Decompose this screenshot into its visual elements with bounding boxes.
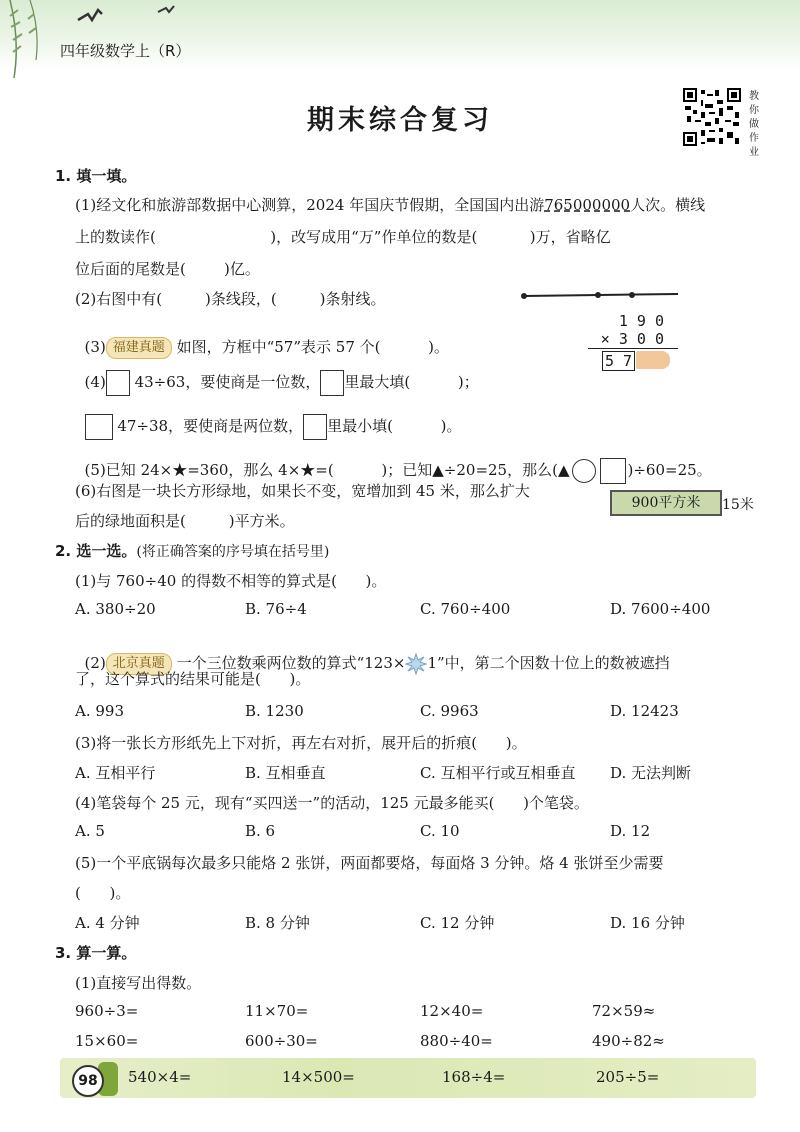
calc-item: 72×59≈ bbox=[592, 1002, 656, 1020]
s2-q2-option-b[interactable]: B. 1230 bbox=[245, 702, 304, 720]
calc-item: 540×4= bbox=[128, 1068, 192, 1086]
s2-q3-option-c[interactable]: C. 互相平行或互相垂直 bbox=[420, 764, 576, 782]
section-3-title: 3. 算一算。 bbox=[55, 944, 137, 962]
book-title: 四年级数学上（R） bbox=[60, 42, 191, 60]
blank-box[interactable] bbox=[85, 414, 113, 440]
multiplication-figure bbox=[588, 312, 678, 371]
page-number: 98 bbox=[72, 1065, 104, 1097]
blank-circle[interactable] bbox=[572, 459, 596, 483]
s1-q1-line1 bbox=[75, 194, 705, 215]
s2-q5-line2: ( )。 bbox=[75, 884, 131, 902]
section-2-title bbox=[55, 540, 329, 561]
s2-q4-option-a[interactable]: A. 5 bbox=[75, 822, 105, 840]
rectangle-width-label: 15米 bbox=[722, 497, 754, 513]
s2-q1-option-d[interactable]: D. 7600÷400 bbox=[610, 600, 711, 618]
calc-item: 12×40= bbox=[420, 1002, 484, 1020]
beijing-tag: 北京真题 bbox=[106, 653, 172, 675]
s2-q5-option-c[interactable]: C. 12 分钟 bbox=[420, 914, 495, 932]
s1-q1-number: 765000000 bbox=[544, 196, 631, 214]
s2-q1-option-c[interactable]: C. 760÷400 bbox=[420, 600, 511, 618]
s2-q2-line2: 了，这个算式的结果可能是( )。 bbox=[75, 670, 311, 688]
s2-q3: (3)将一张长方形纸先上下对折，再左右对折，展开后的折痕( )。 bbox=[75, 734, 527, 752]
s1-q1-line3: 位后面的尾数是( )亿。 bbox=[75, 260, 260, 278]
s2-q5-line1: (5)一个平底锅每次最多只能烙 2 张饼，两面都要烙，每面烙 3 分钟。烙 4 张饼至少需要 bbox=[75, 854, 664, 872]
s1-q5-text-b: )÷60=25。 bbox=[627, 461, 712, 479]
s2-q2-number: (2) bbox=[84, 654, 106, 672]
s1-q5 bbox=[75, 440, 712, 484]
s2-q4: (4)笔袋每个 25 元，现有“买四送一”的活动，125 元最多能买( )个笔袋。 bbox=[75, 794, 589, 812]
s1-q2: (2)右图中有( )条线段，( )条射线。 bbox=[75, 290, 386, 308]
line-segments-figure bbox=[520, 286, 682, 302]
s1-q5-text-a: (5)已知 24×★=360，那么 4×★=( )；已知▲÷20=25，那么(▲ bbox=[84, 461, 570, 479]
s1-q1-text-a: (1)经文化和旅游部数据中心测算，2024 年国庆节假期，全国国内出游 bbox=[75, 196, 545, 214]
hand-cover-icon bbox=[636, 351, 670, 369]
blank-box[interactable] bbox=[106, 370, 130, 396]
s2-q5-option-d[interactable]: D. 16 分钟 bbox=[610, 914, 685, 932]
section-2-instruction: (将正确答案的序号填在括号里) bbox=[136, 544, 330, 560]
s2-q2-option-a[interactable]: A. 993 bbox=[75, 702, 124, 720]
splash-cover-icon bbox=[405, 653, 427, 675]
calc-item: 880÷40= bbox=[420, 1032, 493, 1050]
mult-box-57: 5 7 bbox=[602, 351, 635, 371]
blank-box[interactable] bbox=[303, 414, 327, 440]
s2-q4-option-c[interactable]: C. 10 bbox=[420, 822, 460, 840]
s2-q2-text-b: 一个三位数乘两位数的算式“123× bbox=[176, 654, 406, 672]
s1-q4-text-d: 47÷38，要使商是两位数， bbox=[117, 417, 304, 435]
s1-q4-number: (4) bbox=[84, 373, 106, 391]
s2-q2-text-c: 1”中，第二个因数十位上的数被遮挡 bbox=[427, 654, 670, 672]
s1-q3-text: 如图，方框中“57”表示 57 个( )。 bbox=[176, 338, 450, 356]
s1-q1-line2: 上的数读作( )，改写成用“万”作单位的数是( )万，省略亿 bbox=[75, 228, 611, 246]
s2-q1: (1)与 760÷40 的得数不相等的算式是( )。 bbox=[75, 572, 387, 590]
section-1-title: 1. 填一填。 bbox=[55, 167, 137, 185]
s2-q2-option-c[interactable]: C. 9963 bbox=[420, 702, 479, 720]
s2-q5-option-a[interactable]: A. 4 分钟 bbox=[75, 914, 140, 932]
calc-item: 600÷30= bbox=[245, 1032, 318, 1050]
s2-q3-option-a[interactable]: A. 互相平行 bbox=[75, 764, 156, 782]
s1-q4-line1 bbox=[75, 352, 479, 396]
calc-item: 168÷4= bbox=[442, 1068, 506, 1086]
s2-q2-option-d[interactable]: D. 12423 bbox=[610, 702, 679, 720]
mult-row1: 1 9 0 bbox=[618, 312, 664, 330]
s1-q6-line2: 后的绿地面积是( )平方米。 bbox=[75, 512, 295, 530]
s1-q4-text-b: 43÷63，要使商是一位数， bbox=[134, 373, 321, 391]
s1-q3-number: (3) bbox=[84, 338, 106, 356]
page-title: 期末综合复习 bbox=[307, 105, 493, 136]
mult-row2: × 3 0 0 bbox=[588, 330, 678, 349]
s2-q3-option-b[interactable]: B. 互相垂直 bbox=[245, 764, 326, 782]
calc-item: 205÷5= bbox=[596, 1068, 660, 1086]
s3-q1: (1)直接写出得数。 bbox=[75, 974, 202, 992]
s2-q4-option-d[interactable]: D. 12 bbox=[610, 822, 651, 840]
calc-item: 15×60= bbox=[75, 1032, 139, 1050]
mult-result bbox=[588, 349, 678, 371]
calc-item: 11×70= bbox=[245, 1002, 309, 1020]
blank-square[interactable] bbox=[600, 458, 626, 484]
qr-code-icon[interactable] bbox=[683, 88, 741, 146]
qr-label: 教你做作业 bbox=[749, 91, 759, 158]
calc-item: 14×500= bbox=[282, 1068, 355, 1086]
bird-icon bbox=[78, 10, 102, 20]
s2-q4-option-b[interactable]: B. 6 bbox=[245, 822, 276, 840]
green-rectangle: 900平方米 bbox=[610, 490, 722, 516]
s2-q1-option-b[interactable]: B. 76÷4 bbox=[245, 600, 307, 618]
calc-item: 960÷3= bbox=[75, 1002, 139, 1020]
s2-q3-option-d[interactable]: D. 无法判断 bbox=[610, 764, 692, 782]
s1-q1-text-b: 人次。横线 bbox=[630, 196, 706, 214]
s2-q1-option-a[interactable]: A. 380÷20 bbox=[75, 600, 156, 618]
blank-box[interactable] bbox=[320, 370, 344, 396]
calc-item: 490÷82≈ bbox=[592, 1032, 665, 1050]
s1-q4-text-c: 里最大填( )； bbox=[344, 373, 479, 391]
s1-q4-text-e: 里最小填( )。 bbox=[327, 417, 462, 435]
s1-q6-line1: (6)右图是一块长方形绿地，如果长不变，宽增加到 45 米，那么扩大 bbox=[75, 482, 530, 500]
s1-q4-line2 bbox=[75, 396, 461, 440]
fujian-tag: 福建真题 bbox=[106, 337, 172, 359]
section-2-heading: 2. 选一选。 bbox=[55, 542, 137, 560]
s2-q5-option-b[interactable]: B. 8 分钟 bbox=[245, 914, 310, 932]
